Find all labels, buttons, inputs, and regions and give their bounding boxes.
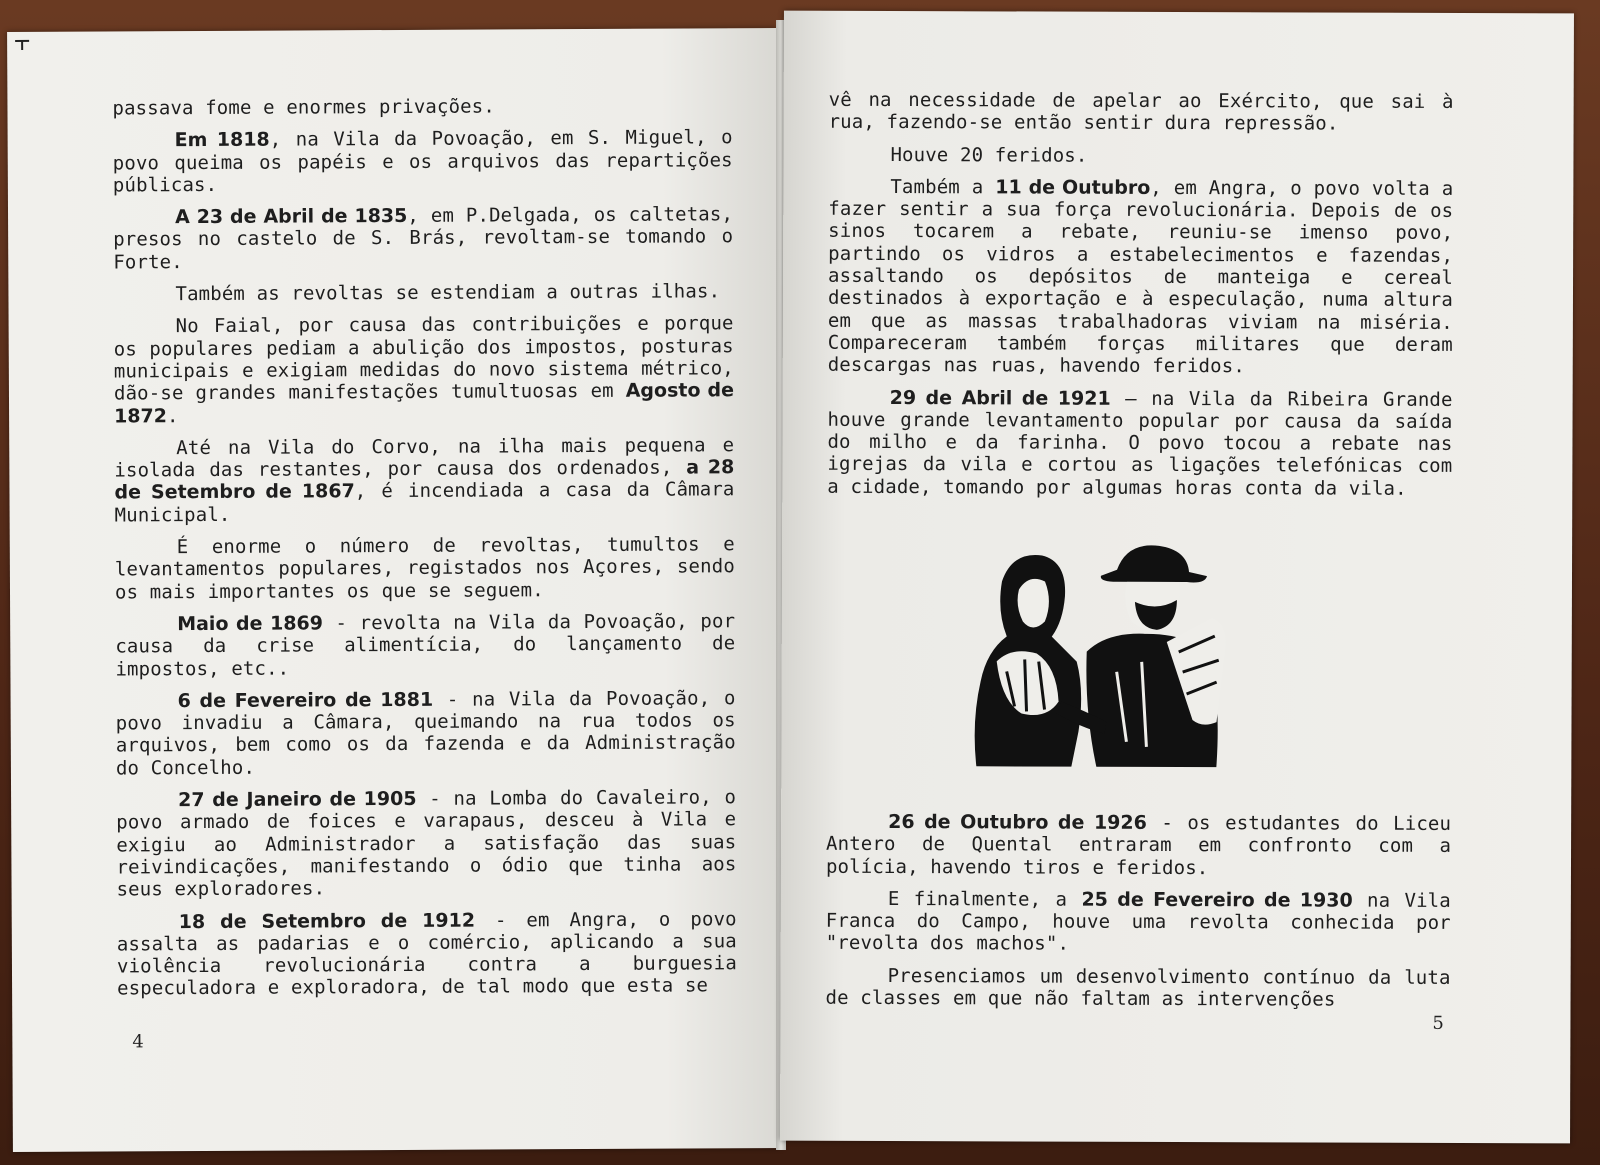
paragraph — [116, 687, 736, 779]
paragraph-text: — na Vila da Ribeira Grande houve grande levantamento popular por causa da saída do milho e da farinha. O povo tocou a rebate nas igrejas da vila e cortou as ligações telefónicas com a cidade, tomando por algumas horas conta da vila. — [827, 387, 1453, 500]
date-heading: Maio de 1869 — [177, 612, 324, 636]
paragraph-text: , em Angra, o povo volta a fazer sentir a sua força revolucionária. Depois de os sinos tocarem a rebate, reuniu-se imenso povo, partindo os vidros a estabelecimentos e fazendas, assaltando os depósitos de manteiga e cereal destinados à exportação e à especulação, numa altura em que as massas trabalhadoras viviam na miséria. Compareceram também forças militares que deram descargas nas ruas, havendo feridos. — [827, 176, 1454, 378]
paragraph — [825, 965, 1450, 1012]
paragraph — [115, 533, 735, 603]
paragraph — [114, 313, 735, 428]
paragraph-text: , em P.Delgada, os caltetas, presos no castelo de S. Brás, revoltam-se tomando o Forte. — [113, 203, 734, 274]
paragraph — [113, 280, 733, 306]
paragraph-text: E finalmente, a — [887, 887, 1082, 911]
paragraph-text: , na Vila da Povoação, em S. Miguel, o povo queima os papéis e os arquivos das repartições públicas. — [112, 126, 733, 197]
date-heading: 25 de Fevereiro de 1930 — [1081, 888, 1353, 912]
paragraph — [826, 811, 1451, 880]
paragraph-text: Também as revoltas se estendiam a outras ilhas. — [175, 280, 721, 306]
date-heading: 29 de Abril de 1921 — [889, 386, 1111, 410]
paragraph-text: . — [166, 404, 179, 427]
paragraph-text: No Faial, por causa das contribuições e porque os populares pediam a abulição dos impostos, posturas municipais e exigiam medidas do novo sistema métrico, dão-se grandes manifestações tumultuosas em — [113, 312, 734, 405]
paragraph-text: na Vila Franca do Campo, houve uma revolta conhecida por "revolta dos machos". — [825, 889, 1451, 956]
date-heading: Agosto de 1872 — [114, 379, 735, 428]
paragraph-text: passava fome e enormes privações. — [112, 95, 495, 120]
paragraph-text: Presenciamos um desenvolvimento contínuo da luta de classes em que não faltam as intervenções — [825, 964, 1451, 1011]
paragraph-text: - revolta na Vila da Povoação, por causa da crise alimentícia, do lançamento de impostos, etc.. — [115, 610, 736, 680]
paragraph — [112, 94, 732, 120]
paragraph-text: vê na necessidade de apelar ao Exército, que sai à rua, fazendo-se então sentir dura repressão. — [828, 88, 1454, 135]
date-heading: A 23 de Abril de 1835 — [174, 205, 408, 229]
paragraph-text: - na Vila da Povoação, o povo invadiu a Câmara, queimando na rua todos os arquivos, bem como os da fazenda e da Administração do Concelho. — [115, 687, 736, 780]
page-number-left: 4 — [132, 1031, 144, 1053]
right-text-column — [827, 89, 1453, 510]
paragraph — [827, 386, 1452, 500]
right-page — [780, 11, 1574, 1144]
paragraph — [828, 143, 1453, 167]
paragraph — [829, 89, 1454, 136]
paragraph — [115, 610, 735, 680]
paragraph — [828, 176, 1454, 379]
paragraph-text: - em Angra, o povo assalta as padarias e o comércio, aplicando a sua violência revolucionária contra a burguesia especuladora e exploradora, de tal modo que esta se — [116, 907, 738, 1000]
paragraph — [117, 908, 737, 1000]
left-text-column — [112, 94, 737, 1010]
paragraph — [113, 127, 733, 197]
paragraph-text: - na Lomba do Cavaleiro, o povo armado de foices e varapaus, desceu à Vila e exigiu ao Administrador a satisfação das suas reivindicações, manifestando o ódio que tinha aos seus exploradores. — [116, 786, 737, 901]
date-heading: 18 de Setembro de 1912 — [178, 909, 476, 933]
date-heading: a 28 de Setembro de 1867 — [114, 456, 735, 504]
paragraph — [826, 888, 1451, 957]
date-heading: Em 1818 — [174, 128, 270, 152]
date-heading: 11 de Outubro — [995, 176, 1151, 199]
date-heading: 6 de Fevereiro de 1881 — [177, 688, 434, 712]
date-heading: 27 de Janeiro de 1905 — [178, 787, 417, 812]
paragraph — [113, 203, 733, 273]
right-text-column-lower — [825, 811, 1451, 1022]
paragraph-text: Até na Vila do Corvo, na ilha mais pequena e isolada das restantes, por causa dos ordenados, — [114, 434, 735, 482]
paragraph-text: Houve 20 feridos. — [890, 143, 1088, 167]
paragraph — [114, 434, 734, 526]
paragraph-text: , é incendiada a casa da Câmara Municipal. — [114, 478, 735, 527]
date-heading: 26 de Outubro de 1926 — [888, 810, 1147, 834]
woodcut-peasant-couple-illustration — [966, 541, 1257, 772]
paragraph — [116, 786, 737, 901]
left-page — [7, 28, 783, 1152]
page-number-right: 5 — [1432, 1012, 1444, 1034]
paragraph-text: - os estudantes do Liceu Antero de Quental entraram em confronto com a polícia, havendo tiros e feridos. — [825, 811, 1452, 879]
paragraph-text: É enorme o número de revoltas, tumultos e levantamentos populares, registados nos Açores, sendo os mais importantes os que se seguem. — [114, 533, 735, 604]
crop-mark — [21, 40, 23, 50]
paragraph-text: Também a — [890, 175, 996, 199]
